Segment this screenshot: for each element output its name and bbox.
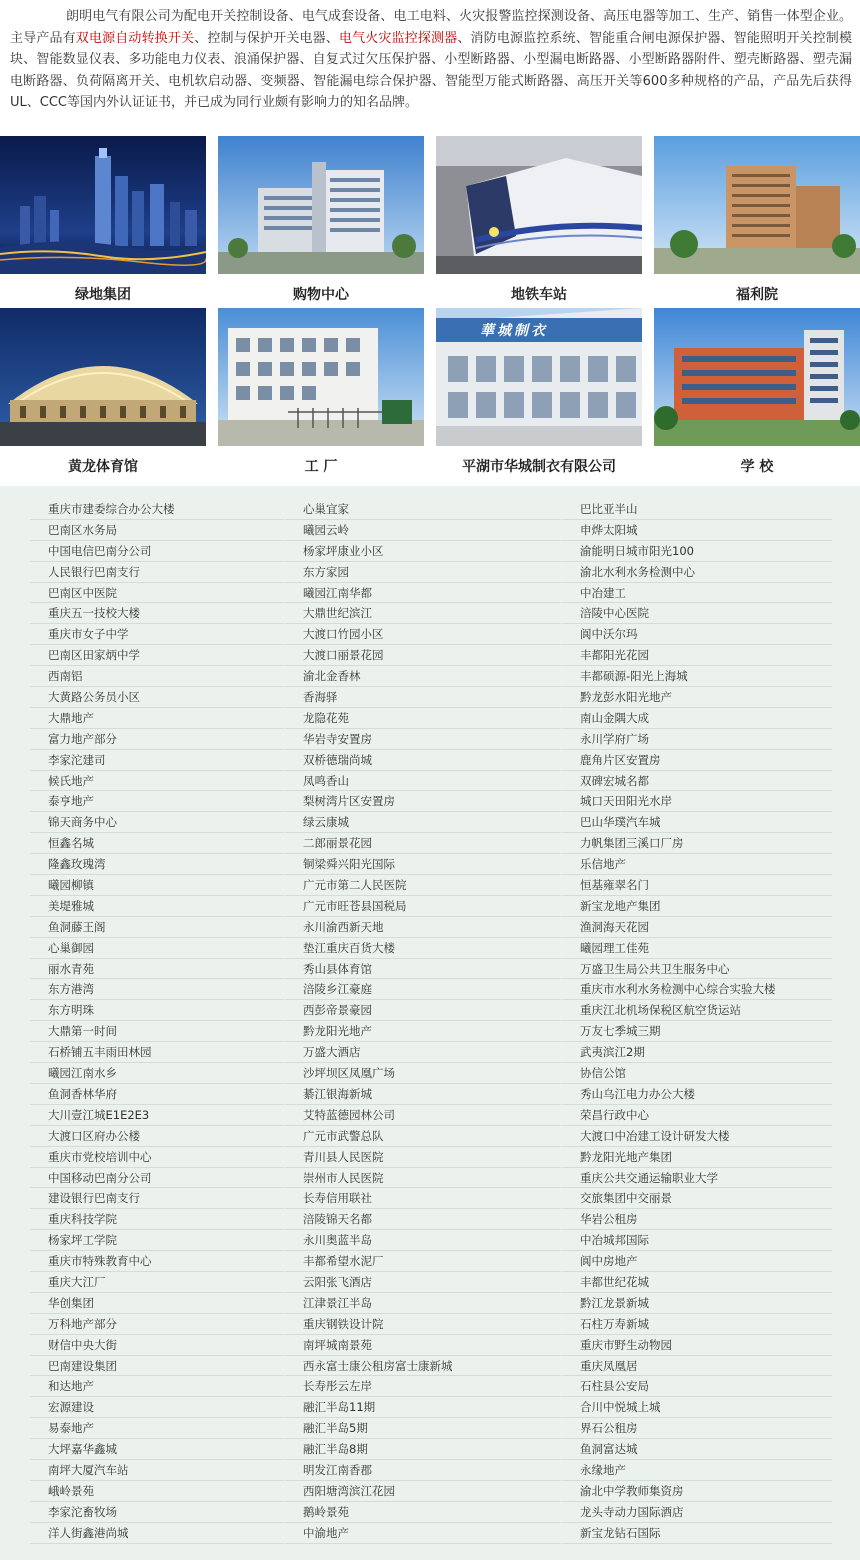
client-list-item: 杨家坪工学院	[30, 1230, 284, 1251]
client-list-item: 力帆集团三溪口厂房	[562, 833, 832, 854]
photo-school	[654, 308, 860, 446]
client-list-item: 广元市第二人民医院	[285, 875, 561, 896]
client-list-item: 鱼洞香林华府	[30, 1084, 284, 1105]
client-list-item: 阆中沃尔玛	[562, 624, 832, 645]
huacheng-sign: 華城制衣	[480, 323, 548, 339]
client-list-item: 铜梁舜兴阳光国际	[285, 854, 561, 875]
client-list-item: 重庆市特殊教育中心	[30, 1251, 284, 1272]
client-list-item: 丰都硕源-阳光上海城	[562, 666, 832, 687]
gallery-caption: 福利院	[736, 287, 778, 303]
client-list-item: 綦江银海新城	[285, 1084, 561, 1105]
client-list-item: 恒鑫名城	[30, 833, 284, 854]
client-list-item: 重庆市党校培训中心	[30, 1147, 284, 1168]
client-list-item: 易泰地产	[30, 1418, 284, 1439]
client-list-item: 重庆江北机场保税区航空货运站	[562, 1000, 832, 1021]
client-list-item: 华岩公租房	[562, 1209, 832, 1230]
gallery-caption: 平湖市华城制衣有限公司	[462, 459, 616, 475]
client-list-item: 石柱县公安局	[562, 1376, 832, 1397]
client-list-item: 巴南区中医院	[30, 583, 284, 604]
client-list-item: 渝能明日城市阳光100	[562, 541, 832, 562]
client-list-item: 重庆五一技校大楼	[30, 603, 284, 624]
client-list-item: 永川渝西新天地	[285, 917, 561, 938]
client-list-item: 中冶城邦国际	[562, 1230, 832, 1251]
client-list-item: 建设银行巴南支行	[30, 1188, 284, 1209]
client-list-item: 西阳塘湾滨江花园	[285, 1481, 561, 1502]
client-list-item: 大黄路公务员小区	[30, 687, 284, 708]
client-list-item: 重庆市野生动物园	[562, 1335, 832, 1356]
photo-welfare-house	[654, 136, 860, 274]
client-list-item: 万科地产部分	[30, 1314, 284, 1335]
photo-subway-station	[436, 136, 642, 274]
company-intro	[10, 6, 852, 114]
client-list-item: 东方港湾	[30, 979, 284, 1000]
client-list-item: 大川壹江城E1E2E3	[30, 1105, 284, 1126]
photo-factory	[218, 308, 424, 446]
client-list-item: 丰都世纪花城	[562, 1272, 832, 1293]
gallery-tile-welfare-house[interactable]	[654, 136, 860, 303]
gallery-tile-huacheng-garment[interactable]	[436, 308, 642, 475]
client-column-3	[562, 499, 832, 1544]
client-list-item: 永缘地产	[562, 1460, 832, 1481]
client-list-item: 城口天田阳光水岸	[562, 791, 832, 812]
client-list-item: 凤鸣香山	[285, 771, 561, 792]
client-list-item: 曦园理工佳苑	[562, 938, 832, 959]
client-list-item: 双碑宏城名都	[562, 771, 832, 792]
client-list-item: 融汇半岛5期	[285, 1418, 561, 1439]
client-list-item: 南坪大厦汽车站	[30, 1460, 284, 1481]
client-list-item: 艾特蓝德园林公司	[285, 1105, 561, 1126]
client-list-item: 南坪城南景苑	[285, 1335, 561, 1356]
client-list-item: 垫江重庆百货大楼	[285, 938, 561, 959]
client-list-item: 涪陵乡江豪庭	[285, 979, 561, 1000]
client-list-item: 大渡口丽景花园	[285, 645, 561, 666]
client-list-item: 梨树湾片区安置房	[285, 791, 561, 812]
client-list-item: 重庆公共交通运输职业大学	[562, 1168, 832, 1189]
client-list-item: 西永富士康公租房富士康新城	[285, 1356, 561, 1377]
client-list-item: 鱼洞富达城	[562, 1439, 832, 1460]
client-list-item: 广元市武警总队	[285, 1126, 561, 1147]
gallery-tile-greenland[interactable]	[0, 136, 206, 303]
gallery-tile-school[interactable]	[654, 308, 860, 475]
client-list-item: 渝北中学教师集资房	[562, 1481, 832, 1502]
client-list-item: 龙隐花苑	[285, 708, 561, 729]
client-list-item: 心巢御园	[30, 938, 284, 959]
client-list-item: 鹿角片区安置房	[562, 750, 832, 771]
client-list-item: 巴南区水务局	[30, 520, 284, 541]
client-list-item: 泰亨地产	[30, 791, 284, 812]
client-list-item: 丽水青苑	[30, 959, 284, 980]
client-list-item: 锦天商务中心	[30, 812, 284, 833]
client-list-item: 融汇半岛8期	[285, 1439, 561, 1460]
client-list-item: 荣昌行政中心	[562, 1105, 832, 1126]
client-list-item: 大渡口竹园小区	[285, 624, 561, 645]
client-list-item: 界石公租房	[562, 1418, 832, 1439]
photo-shopping-center	[218, 136, 424, 274]
client-column-2	[285, 499, 561, 1544]
client-list-item: 大鼎第一时间	[30, 1021, 284, 1042]
gallery-caption: 黄龙体育馆	[68, 459, 138, 475]
client-list-item: 渝北金香林	[285, 666, 561, 687]
client-list-item: 巴比亚半山	[562, 499, 832, 520]
client-list-item: 大渡口区府办公楼	[30, 1126, 284, 1147]
client-list-item: 渝北水利水务检测中心	[562, 562, 832, 583]
client-list-item: 云阳张飞酒店	[285, 1272, 561, 1293]
client-list-item: 鱼洞藤王阁	[30, 917, 284, 938]
client-list-item: 重庆市建委综合办公大楼	[30, 499, 284, 520]
gallery-tile-shopping-center[interactable]	[218, 136, 424, 303]
intro-text-1: 朗明电气有限公司为配电开关控制设备、电气成套设备、电工电料、火灾报警监控探测设备、高压电器等加工、生产、销售一体型企业。主导产品有	[10, 9, 852, 46]
client-list-item: 乐信地产	[562, 854, 832, 875]
client-list-item: 东方家园	[285, 562, 561, 583]
client-list-item: 重庆市水利水务检测中心综合实验大楼	[562, 979, 832, 1000]
client-list-item: 阆中房地产	[562, 1251, 832, 1272]
intro-highlight-ats[interactable]: 双电源自动转换开关	[75, 30, 195, 46]
client-list-item: 恒基雍翠名门	[562, 875, 832, 896]
gallery-caption: 地铁车站	[511, 287, 567, 303]
client-list-item: 黔江龙景新城	[562, 1293, 832, 1314]
client-list-panel	[0, 486, 860, 1560]
client-list-item: 大坪嘉华鑫城	[30, 1439, 284, 1460]
client-list-item: 新宝龙钻石国际	[562, 1523, 832, 1544]
client-list-item: 重庆凤凰居	[562, 1356, 832, 1377]
client-list-item: 候氏地产	[30, 771, 284, 792]
client-list-item: 财信中央大街	[30, 1335, 284, 1356]
client-list-item: 双桥德瑞尚城	[285, 750, 561, 771]
client-list-item: 西彭帝景豪园	[285, 1000, 561, 1021]
client-column-1	[30, 499, 284, 1544]
project-gallery	[0, 136, 860, 480]
client-list-item: 武夷滨江2期	[562, 1042, 832, 1063]
photo-greenland	[0, 136, 206, 274]
client-list-item: 大渡口中冶建工设计研发大楼	[562, 1126, 832, 1147]
client-list-item: 大鼎地产	[30, 708, 284, 729]
client-list-item: 人民银行巴南支行	[30, 562, 284, 583]
client-list-item: 融汇半岛11期	[285, 1397, 561, 1418]
client-list-item: 隆鑫玫瑰湾	[30, 854, 284, 875]
photo-huacheng-garment	[436, 308, 642, 446]
client-list-item: 洋人街鑫港尚城	[30, 1523, 284, 1544]
client-list-item: 秀山乌江电力办公大楼	[562, 1084, 832, 1105]
client-list-item: 青川县人民医院	[285, 1147, 561, 1168]
client-list-item: 石柱万寿新城	[562, 1314, 832, 1335]
client-list-item: 沙坪坝区凤凰广场	[285, 1063, 561, 1084]
client-list-item: 大鼎世纪滨江	[285, 603, 561, 624]
client-list-item: 巴山华璞汽车城	[562, 812, 832, 833]
client-list-item: 涪陵中心医院	[562, 603, 832, 624]
client-list-item: 东方明珠	[30, 1000, 284, 1021]
client-list-item: 合川中悦城上城	[562, 1397, 832, 1418]
client-list-item: 万友七季城三期	[562, 1021, 832, 1042]
client-list-item: 明发江南香郡	[285, 1460, 561, 1481]
client-list-item: 协信公馆	[562, 1063, 832, 1084]
client-list-item: 秀山县体育馆	[285, 959, 561, 980]
client-list-item: 长寿彤云左岸	[285, 1376, 561, 1397]
client-list-item: 重庆市女子中学	[30, 624, 284, 645]
client-list-item: 鹅岭景苑	[285, 1502, 561, 1523]
client-list-item: 绿云康城	[285, 812, 561, 833]
client-list-item: 巴南建设集团	[30, 1356, 284, 1377]
client-list-item: 曦园江南华都	[285, 583, 561, 604]
client-list-item: 申烨太阳城	[562, 520, 832, 541]
client-list-item: 丰都希望水泥厂	[285, 1251, 561, 1272]
client-list-item: 万盛大酒店	[285, 1042, 561, 1063]
photo-huanglong-stadium	[0, 308, 206, 446]
client-list-item: 心巢宜家	[285, 499, 561, 520]
client-list-item: 华岩寺安置房	[285, 729, 561, 750]
client-list-item: 富力地产部分	[30, 729, 284, 750]
client-list-item: 南山金隅大成	[562, 708, 832, 729]
client-list-item: 永川奥蓝半岛	[285, 1230, 561, 1251]
client-list-item: 黔龙阳光地产集团	[562, 1147, 832, 1168]
gallery-caption: 绿地集团	[75, 287, 131, 303]
client-list-item: 二郎丽景花园	[285, 833, 561, 854]
client-list-item: 崇州市人民医院	[285, 1168, 561, 1189]
client-list-item: 和达地产	[30, 1376, 284, 1397]
gallery-caption: 购物中心	[293, 287, 349, 303]
client-list-item: 黔龙彭水阳光地产	[562, 687, 832, 708]
client-list-item: 曦园江南水乡	[30, 1063, 284, 1084]
client-list-item: 中国电信巴南分公司	[30, 541, 284, 562]
client-list-item: 曦园柳镇	[30, 875, 284, 896]
gallery-tile-huanglong-stadium[interactable]	[0, 308, 206, 475]
gallery-caption: 工 厂	[304, 459, 338, 475]
client-list-item: 黔龙阳光地产	[285, 1021, 561, 1042]
client-list-item: 丰都阳光花园	[562, 645, 832, 666]
client-list-item: 江津景江半岛	[285, 1293, 561, 1314]
client-list-item: 石桥铺五丰雨田林园	[30, 1042, 284, 1063]
gallery-caption: 学 校	[740, 459, 774, 475]
client-list-item: 西南铝	[30, 666, 284, 687]
client-list-item: 峨岭景苑	[30, 1481, 284, 1502]
client-list-item: 李家沱畜牧场	[30, 1502, 284, 1523]
client-list-item: 李家沱建司	[30, 750, 284, 771]
client-list-item: 涪陵锦天名都	[285, 1209, 561, 1230]
gallery-tile-subway-station[interactable]	[436, 136, 642, 303]
client-list-item: 重庆大江厂	[30, 1272, 284, 1293]
client-list-item: 香海驿	[285, 687, 561, 708]
intro-text-3: 、消防电源监控系统、智能重合闸电源保护器、智能照明开关控制模块、智能数显仪表、多功能电力仪表、浪涌保护器、自复式过欠压保护器、小型断路器、小型漏电断路器、小型断路器附件、塑壳断路器、塑壳漏电断路器、负荷隔离开关、电机软启动器、变频器、智能漏电综合保护器、智能型万能式断路器、高压开关等600多种规格的产品，产品先后获得UL、CCC等国内外认证证书，并已成为同行业颇有影响力的知名品牌。	[10, 30, 852, 111]
intro-highlight-fire-detector[interactable]: 电气火灾监控探测器	[338, 30, 458, 46]
client-list-item: 长寿信用联社	[285, 1188, 561, 1209]
client-list-item: 宏源建设	[30, 1397, 284, 1418]
gallery-tile-factory[interactable]	[218, 308, 424, 475]
intro-text-2: 、控制与保护开关电器、	[194, 30, 339, 46]
client-list-item: 中渝地产	[285, 1523, 561, 1544]
client-list-item: 重庆钢铁设计院	[285, 1314, 561, 1335]
client-list-item: 巴南区田家炳中学	[30, 645, 284, 666]
client-list-item: 龙头寺动力国际酒店	[562, 1502, 832, 1523]
client-list-item: 万盛卫生局公共卫生服务中心	[562, 959, 832, 980]
client-list-item: 曦园云岭	[285, 520, 561, 541]
client-list-item: 新宝龙地产集团	[562, 896, 832, 917]
client-list-item: 交旅集团中交丽景	[562, 1188, 832, 1209]
client-list-item: 永川学府广场	[562, 729, 832, 750]
client-list-item: 中国移动巴南分公司	[30, 1168, 284, 1189]
client-list-item: 美堤雅城	[30, 896, 284, 917]
client-list-item: 渔洞海天花园	[562, 917, 832, 938]
client-list-item: 华创集团	[30, 1293, 284, 1314]
client-list-item: 杨家坪康业小区	[285, 541, 561, 562]
client-list-item: 广元市旺苍县国税局	[285, 896, 561, 917]
client-list-item: 重庆科技学院	[30, 1209, 284, 1230]
client-list-item: 中冶建工	[562, 583, 832, 604]
